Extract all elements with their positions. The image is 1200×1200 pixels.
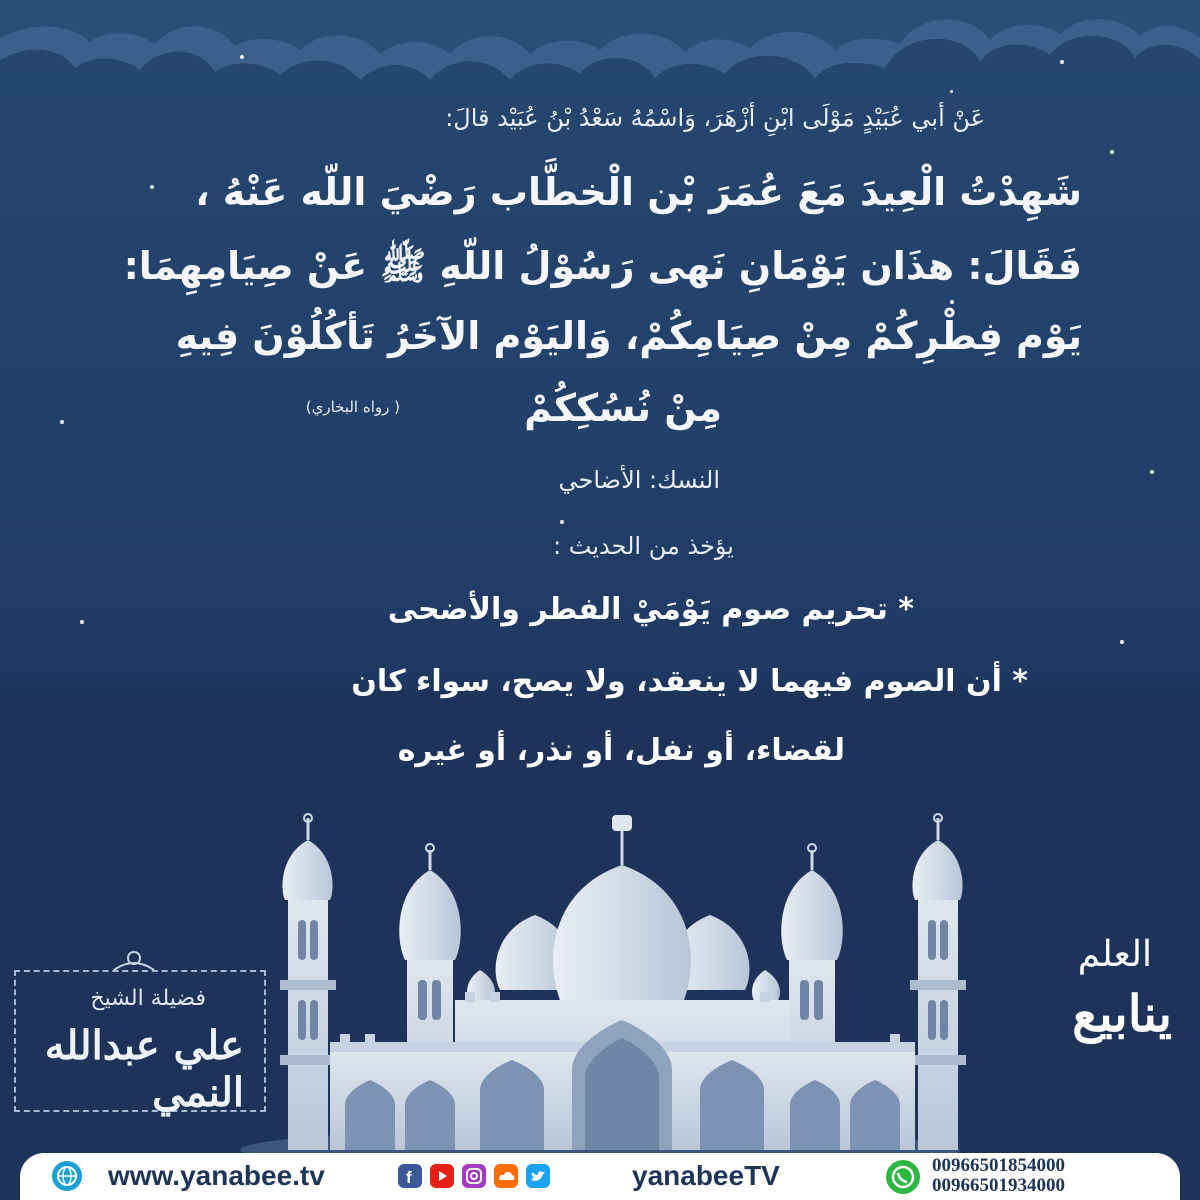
lessons-title: يؤخذ من الحديث : xyxy=(553,532,734,560)
vocabulary-note: النسك: الأضاحي xyxy=(558,466,720,494)
hadith-line-3: يَوْم فِطْرِكُمْ مِنْ صِيَامِكُمْ، وَاليَوْم الآخَرُ تَأكُلُوْنَ فِيهِ xyxy=(175,314,1082,358)
sheikh-signature xyxy=(14,970,266,1116)
hadith-source: ( رواه البخاري) xyxy=(305,398,400,416)
globe-icon[interactable] xyxy=(52,1161,82,1191)
signature-title: فضيلة الشيخ xyxy=(90,986,206,1011)
phone-number-1[interactable]: 00966501854000 xyxy=(932,1155,1065,1176)
signature-name: علي عبدالله النمي xyxy=(44,1022,244,1116)
lesson-bullet-2-continued: لقضاء، أو نفل، أو نذر، أو غيره xyxy=(397,733,845,768)
social-handle[interactable]: yanabeeTV xyxy=(632,1160,780,1191)
logo-text-1: العلم xyxy=(1077,934,1152,975)
whatsapp-icon[interactable] xyxy=(886,1160,920,1194)
soundcloud-icon[interactable] xyxy=(494,1164,518,1188)
lesson-bullet-1: * تحريم صوم يَوْمَيْ الفطر والأضحى xyxy=(387,592,914,627)
instagram-icon[interactable] xyxy=(462,1164,486,1188)
phone-number-2[interactable]: 00966501934000 xyxy=(932,1175,1065,1196)
facebook-icon[interactable] xyxy=(398,1164,422,1188)
clouds-decoration xyxy=(0,0,1200,120)
website-link[interactable]: www.yanabee.tv xyxy=(108,1160,325,1191)
lesson-bullet-2: * أن الصوم فيهما لا ينعقد، ولا يصح، سواء كان xyxy=(351,664,1028,699)
logo-text-2: ينابيع xyxy=(1072,984,1172,1043)
yanabee-logo xyxy=(1030,930,1180,1080)
hadith-line-4: مِنْ نُسُكِكُمْ xyxy=(524,386,722,430)
hadith-line-1: شَهِدْتُ الْعِيدَ مَعَ عُمَرَ بْن الْخطَّاب رَضْيَ اللّه عَنْهُ ، xyxy=(195,170,1082,214)
footer-bar xyxy=(20,1153,1180,1200)
svg-text:f: f xyxy=(406,1168,412,1187)
hadith-intro: عَنْ أبي عُبَيْدٍ مَوْلَى ابْنِ أزْهَرَ، وَاسْمُهُ سَعْدُ بْنُ عُبَيْد قالَ: xyxy=(445,104,985,132)
twitter-icon[interactable] xyxy=(526,1164,550,1188)
youtube-icon[interactable] xyxy=(430,1164,454,1188)
mosque-illustration xyxy=(200,810,1000,1160)
hadith-line-2: فَقَالَ: هذَان يَوْمَانِ نَهى رَسُوْلُ اللّهِ ﷺ عَنْ صِيَامِهِمَا: xyxy=(123,244,1082,288)
